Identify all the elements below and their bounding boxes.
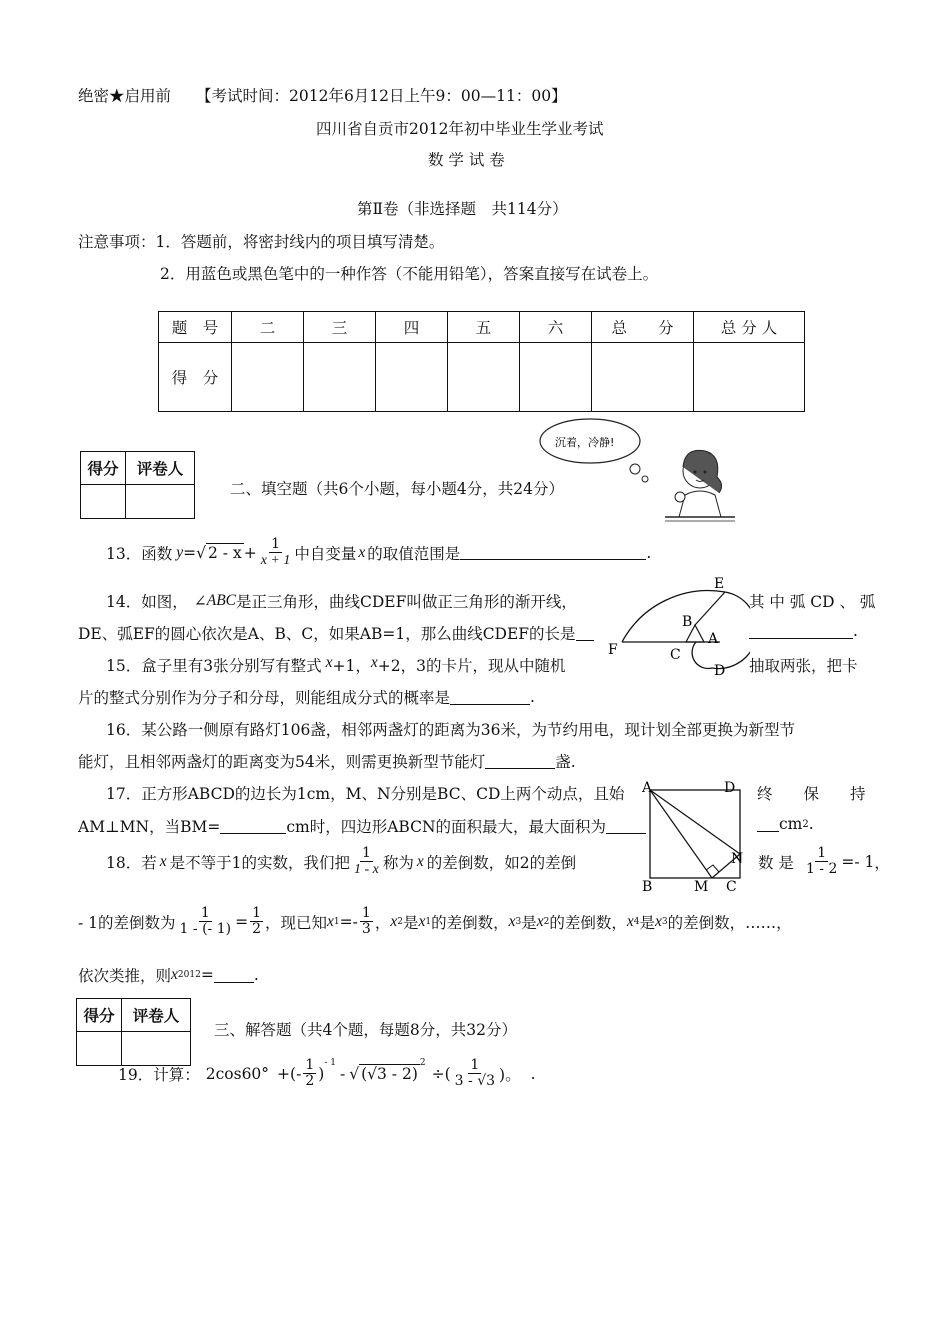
question-18-line-2: - 1的差倒数为 $\frac{1}{1 - (- 1)}$ = $\frac{1}{2}$ ，现已知 x 1 =- $\frac{1}{3}$ ， x 2 是 x 1 的差倒数， x 3 是 x 2 的差倒数， x 4 是 x 3 的差倒数，……， xyxy=(78,905,792,937)
grader-score-cell[interactable] xyxy=(77,1032,122,1066)
notes-label: 注意事项：1．答题前，将密封线内的项目填写清楚。 xyxy=(78,233,445,251)
question-19: 19．计算： 2cos60° +(- $\frac{1}{2}$ ) $^{- 1}$ - √ (√3 - 2) $^2$ ÷( $\frac{1}{3 - √3}$ )。 . xyxy=(118,1057,536,1089)
score-row-label: 得 分 xyxy=(159,343,232,412)
label-m: M xyxy=(694,879,709,894)
label-c: C xyxy=(670,647,681,663)
question-14-right: 其 中 弧 CD 、 弧 xyxy=(749,593,876,611)
score-header: 题 号 xyxy=(159,312,232,343)
question-17-line-2: AM⊥MN，当BM= cm时，四边形ABCN的面积最大，最大面积为 xyxy=(78,815,646,837)
secret-label: 绝密★启用前 xyxy=(78,87,172,105)
question-15-line-2: 片的整式分别作为分子和分母，则能组成分式的概率是 . xyxy=(78,688,535,707)
answer-blank-13[interactable] xyxy=(460,545,646,560)
question-18-right: 数 是 $\frac{1}{1 - 2}$ =- 1 ， xyxy=(758,845,890,877)
score-cell[interactable] xyxy=(376,343,448,412)
score-cell[interactable] xyxy=(520,343,592,412)
question-16-line-2: 能灯，且相邻两盏灯的距离变为54米，则需更换新型节能灯 盏. xyxy=(78,753,576,771)
score-header: 五 xyxy=(448,312,520,343)
label-n: N xyxy=(731,851,744,867)
speech-bubble-text: 沉着，冷静! xyxy=(555,436,615,449)
score-header: 二 xyxy=(232,312,304,343)
section3-title: 三、解答题（共4个题，每题8分，共32分） xyxy=(214,1021,517,1039)
answer-blank-15[interactable] xyxy=(450,690,530,705)
involute-figure xyxy=(600,572,750,680)
question-16-line-1: 16．某公路一侧原有路灯106盏，相邻两盏灯的距离为36米，为节约用电，现计划全部更换为新型节 xyxy=(106,721,796,739)
question-15-line-1: 15．盒子里有3张分别写有整式 x +1， x +2，3的卡片，现从中随机 xyxy=(106,654,566,675)
label-d: D xyxy=(724,780,736,796)
exam-time: 【考试时间：2012年6月12日上午9：00—11：00】 xyxy=(196,87,567,105)
answer-blank-14[interactable] xyxy=(749,624,853,639)
label-d: D xyxy=(714,663,726,679)
grader-name-cell[interactable] xyxy=(126,485,195,519)
label-c: C xyxy=(726,879,737,894)
note-item-1: 1．答题前，将密封线内的项目填写清楚。 xyxy=(155,233,445,251)
answer-blank-16[interactable] xyxy=(485,754,555,769)
question-14-answer: . xyxy=(749,622,858,640)
question-18-line-3: 依次类推，则 x 2012 = . xyxy=(78,966,259,985)
label-b: B xyxy=(642,879,653,894)
question-14-line-1: 14．如图， ∠ ABC 是正三角形，曲线CDEF叫做正三角形的渐开线， xyxy=(106,592,577,611)
score-header: 总 分 xyxy=(592,312,694,343)
question-18-line-1: 18．若 x 是不等于1的实数，我们把 $\frac{1}{1 - x}$ 称为 x 的差倒数，如2的差倒 xyxy=(106,845,577,877)
label-f: F xyxy=(608,642,618,658)
score-cell[interactable] xyxy=(448,343,520,412)
label-a: A xyxy=(708,631,719,647)
grader-box-section2: 得分 评卷人 xyxy=(80,451,195,519)
question-13: 13．函数 y = √ 2 - x + $\frac{1}{x + 1}$ 中自变量 x 的取值范围是 . xyxy=(106,536,652,568)
grader-score-cell[interactable] xyxy=(81,485,126,519)
score-cell[interactable] xyxy=(592,343,694,412)
question-17-line-1: 17．正方形ABCD的边长为1cm，M、N分别是BC、CD上两个动点，且始 xyxy=(106,785,625,803)
answer-blank-17a[interactable] xyxy=(220,819,286,834)
question-14-line-2: DE、弧EF的圆心依次是A、B、C，如果AB=1，那么曲线CDEF的长是 xyxy=(78,622,594,644)
score-header: 总 分 人 xyxy=(694,312,805,343)
score-cell[interactable] xyxy=(232,343,304,412)
score-header: 三 xyxy=(304,312,376,343)
score-table xyxy=(158,311,805,412)
answer-blank-18[interactable] xyxy=(214,968,254,983)
exam-title: 四川省自贡市2012年初中毕业生学业考试 xyxy=(316,120,604,138)
question-17-right: 终 保 持 xyxy=(757,785,866,803)
exam-subtitle: 数 学 试 卷 xyxy=(428,151,505,169)
score-header: 六 xyxy=(520,312,592,343)
section2-title: 二、填空题（共6个小题，每小题4分，共24分） xyxy=(230,480,564,498)
square-figure xyxy=(636,778,756,894)
note-item-2: 2．用蓝色或黑色笔中的一种作答（不能用铅笔），答案直接写在试卷上。 xyxy=(160,265,659,283)
question-15-right: 抽取两张，把卡 xyxy=(749,657,858,675)
question-17-unit: cm 2 . xyxy=(757,815,814,833)
score-header: 四 xyxy=(376,312,448,343)
teacher-cartoon-icon xyxy=(535,415,735,525)
label-e: E xyxy=(714,576,725,592)
grader-box-section3: 得分 评卷人 xyxy=(76,998,191,1066)
label-a: A xyxy=(642,780,653,796)
score-cell[interactable] xyxy=(694,343,805,412)
part-title: 第Ⅱ卷（非选择题 共114分） xyxy=(357,200,568,218)
score-cell[interactable] xyxy=(304,343,376,412)
label-b: B xyxy=(682,614,693,630)
